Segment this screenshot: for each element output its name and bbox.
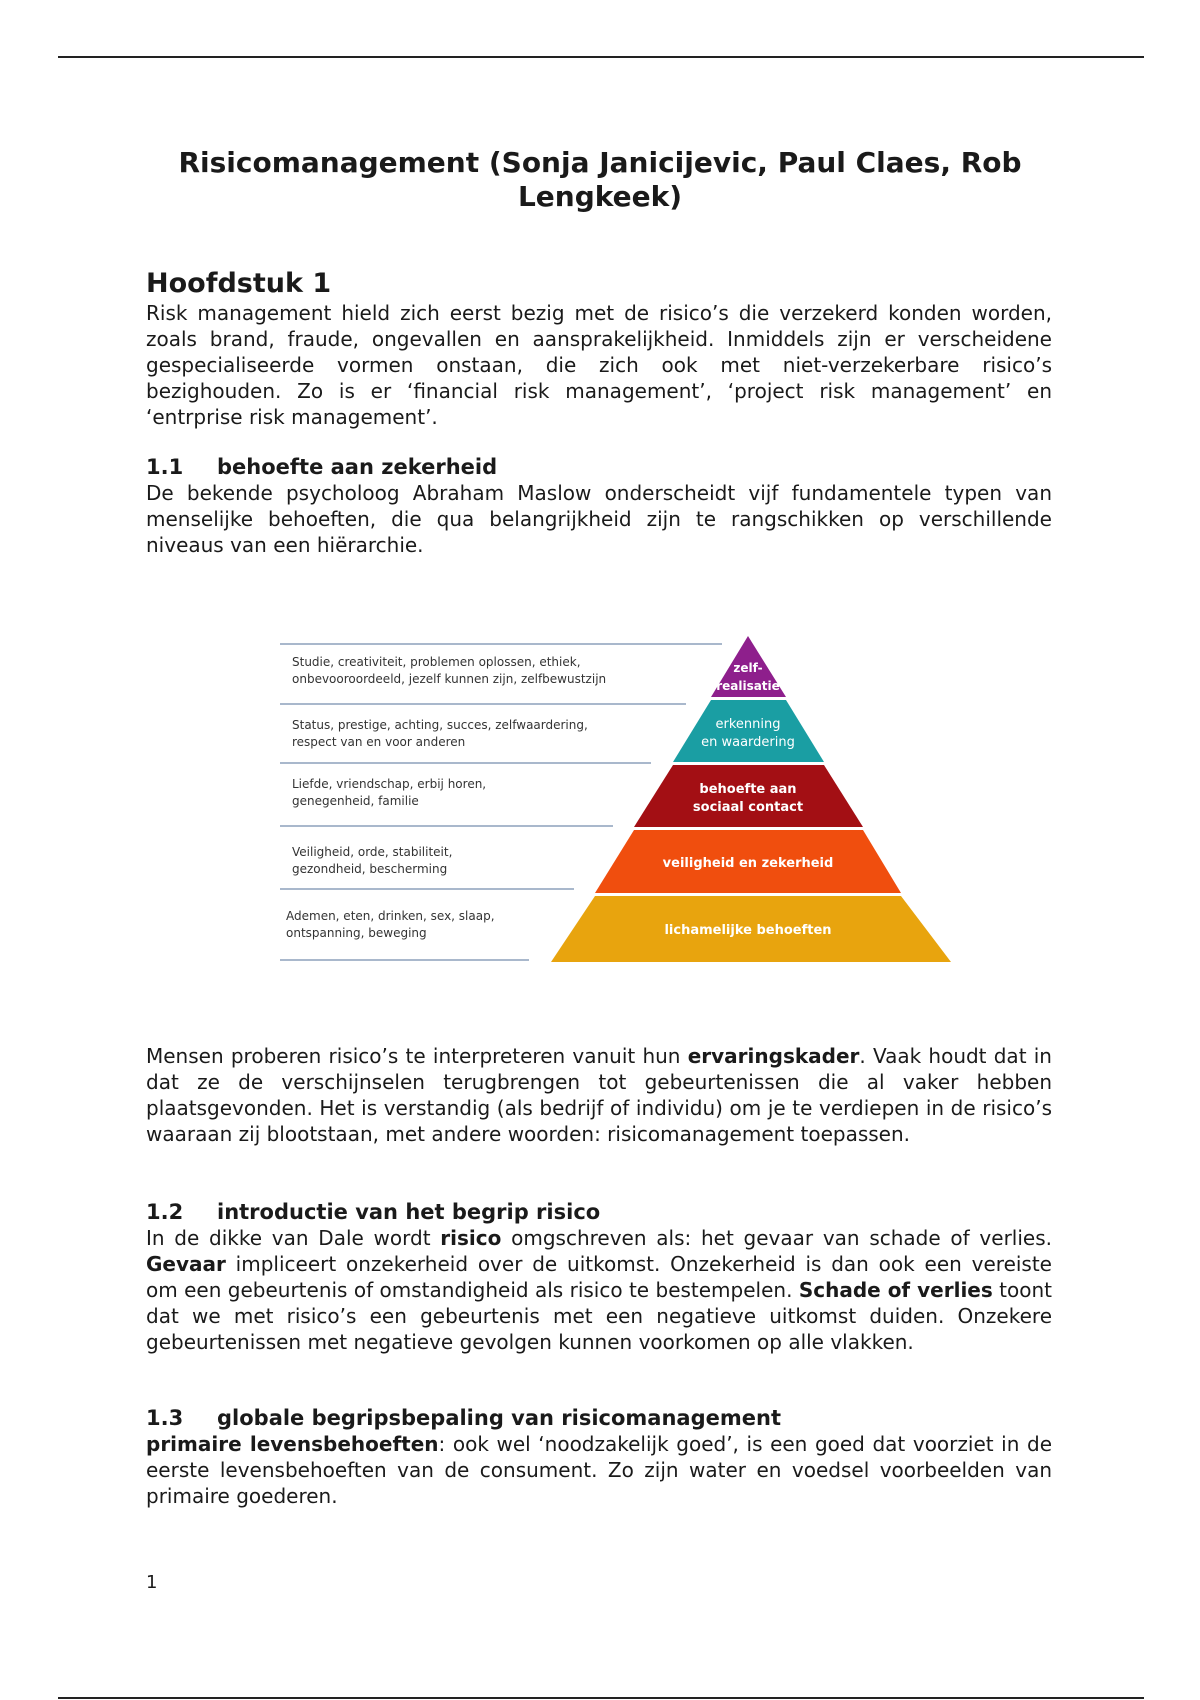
section-1-2-heading (146, 1199, 1052, 1225)
section-1-1 (146, 454, 1052, 558)
chapter-intro: Risk management hield zich eerst bezig met de risico’s die verzekerd konden worden, zoals brand, fraude, ongevallen en aansprakelijkheid. Inmiddels zijn er verscheidene gespecialiseerde vormen onstaan, die zich ook met niet-verzekerbare risico’s bezighouden. Zo is er ‘financial risk management’, ‘project risk management’ en ‘entrprise risk management’. (146, 301, 1052, 429)
text-run: . Vaak houdt dat in dat ze de verschijnselen terugbrengen tot gebeurtenissen die al vaker hebben plaatsgevonden. Het is verstandig (als bedrijf of individu) om je te verdiepen in de risico’s waaraan zij blootstaan, met andere woorden: risicomanagement toepassen. (146, 1044, 1052, 1146)
chapter-heading: Hoofdstuk 1 (146, 268, 332, 299)
header-rule (58, 56, 1144, 58)
text-run: : ook wel ‘noodzakelijk goed’, is een goed dat voorziet in de eerste levensbehoeften van de consument. Zo zijn water en voedsel voorbeelden van primaire goederen. (146, 1432, 1053, 1508)
section-1-3-text (146, 1431, 1052, 1509)
section-1-3 (146, 1405, 1052, 1509)
level-description: Studie, creativiteit, problemen oplossen, ethiek, (292, 655, 581, 669)
section-title: behoefte aan zekerheid (217, 455, 498, 479)
section-title: globale begripsbepaling van risicomanagement (217, 1406, 781, 1430)
level-label: veiligheid en zekerheid (662, 856, 834, 871)
level-description: Veiligheid, orde, stabiliteit, (292, 845, 453, 859)
bold-term: risico (440, 1226, 502, 1250)
level-label: erkenning (715, 717, 781, 732)
page-number: 1 (146, 1572, 158, 1593)
document-title: Risicomanagement (Sonja Janicijevic, Paul Claes, Rob Lengkeek) (178, 146, 1022, 213)
section-1-1-continued (146, 1043, 1052, 1147)
section-1-2-text (146, 1225, 1052, 1355)
level-label: behoefte aan (699, 782, 797, 797)
level-description: Liefde, vriendschap, erbij horen, (292, 777, 487, 791)
section-1-1-heading (146, 454, 1052, 480)
level-description: onbevooroordeeld, jezelf kunnen zijn, zelfbewustzijn (292, 672, 607, 686)
level-label: en waardering (701, 735, 795, 750)
bold-term: Schade of verlies (798, 1278, 993, 1302)
level-label: zelf- (733, 661, 763, 675)
chapter-1 (146, 268, 1052, 430)
text-run: toont dat we met risico’s een gebeurtenis met een negatieve uitkomst duiden. Onzekere gebeurtenissen met negatieve gevolgen kunnen voorkomen op alle vlakken. (146, 1278, 1052, 1354)
maslow-pyramid (256, 580, 956, 1020)
text-run: impliceert onzekerheid over de uitkomst. Onzekerheid is dan ook een vereiste om een gebeurtenis of omstandigheid als risico te bestempelen. (146, 1252, 1052, 1302)
section-1-3-heading (146, 1405, 1052, 1431)
section-number: 1.1 (146, 455, 184, 479)
level-description: Status, prestige, achting, succes, zelfwaardering, (292, 718, 588, 732)
level-description: respect van en voor anderen (292, 735, 466, 749)
text-run: Mensen proberen risico’s te interpreteren vanuit hun (146, 1044, 688, 1068)
level-label: lichamelijke behoeften (664, 923, 832, 938)
level-description: gezondheid, bescherming (292, 862, 448, 876)
section-1-2 (146, 1199, 1052, 1355)
bold-term: primaire levensbehoeften (146, 1432, 439, 1456)
paragraph-ervaringskader (146, 1043, 1052, 1147)
level-description: Ademen, eten, drinken, sex, slaap, (286, 909, 495, 923)
footer-rule (58, 1697, 1144, 1699)
text-run: omgschreven als: het gevaar van schade of verlies. (501, 1226, 1052, 1250)
text-run: In de dikke van Dale wordt (146, 1226, 441, 1250)
maslow-pyramid-figure (256, 580, 956, 1020)
bold-term: ervaringskader (687, 1044, 860, 1068)
section-title: introductie van het begrip risico (217, 1200, 601, 1224)
section-number: 1.2 (146, 1200, 184, 1224)
section-1-1-text: De bekende psycholoog Abraham Maslow onderscheidt vijf fundamentele typen van menselijke behoeften, die qua belangrijkheid zijn te rangschikken op verschillende niveaus van een hiërarchie. (146, 481, 1052, 557)
level-label: realisatie (716, 679, 780, 693)
level-description: genegenheid, familie (292, 794, 419, 808)
level-label: sociaal contact (692, 800, 804, 815)
level-description: ontspanning, beweging (286, 926, 427, 940)
bold-term: Gevaar (146, 1252, 226, 1276)
section-number: 1.3 (146, 1406, 184, 1430)
